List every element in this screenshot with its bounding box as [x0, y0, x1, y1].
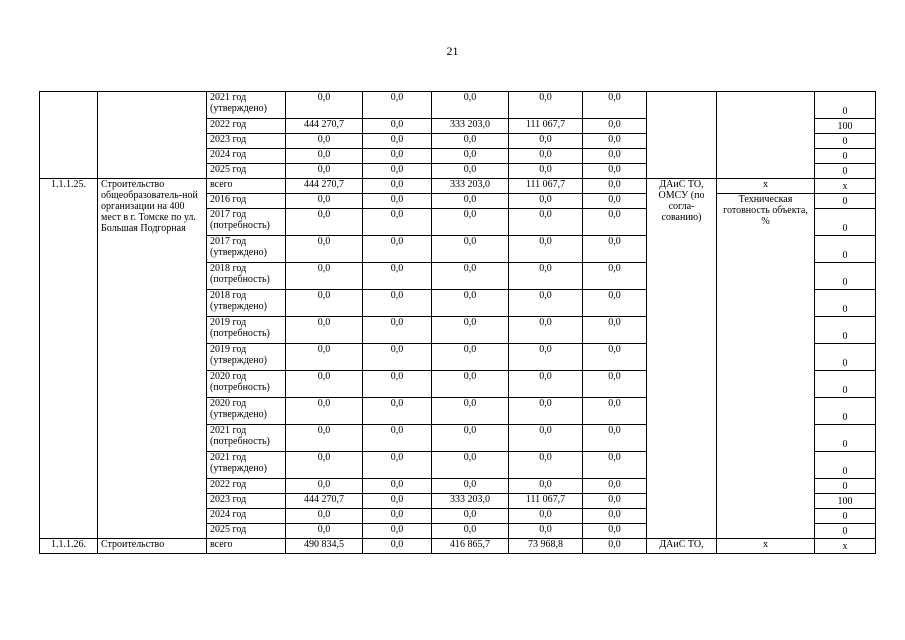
value-cell: 0,0 [509, 344, 583, 371]
number-cell-continued [40, 92, 98, 179]
value-cell: 0,0 [286, 344, 363, 371]
value-cell: 0,0 [432, 344, 509, 371]
value-cell: 0,0 [432, 149, 509, 164]
target-value-cell: 0 [815, 92, 876, 119]
year-cell: 2021 год (потребность) [207, 425, 286, 452]
executor-cell: ДАиС ТО, ОМСУ (по согла-сованию) [647, 179, 717, 539]
value-cell: 0,0 [363, 371, 432, 398]
value-cell: 0,0 [583, 290, 647, 317]
year-cell: 2018 год (потребность) [207, 263, 286, 290]
target-value-cell: 0 [815, 524, 876, 539]
value-cell: 0,0 [583, 119, 647, 134]
value-cell: 0,0 [286, 290, 363, 317]
value-cell: 0,0 [432, 509, 509, 524]
indicator-total: x [717, 179, 815, 194]
value-cell: 0,0 [286, 209, 363, 236]
value-cell: 0,0 [509, 164, 583, 179]
value-cell: 0,0 [286, 398, 363, 425]
year-cell: 2025 год [207, 164, 286, 179]
value-cell: 0,0 [509, 398, 583, 425]
value-cell: 0,0 [432, 164, 509, 179]
value-cell: 111 067,7 [509, 179, 583, 194]
value-cell: 0,0 [509, 263, 583, 290]
value-cell: 0,0 [583, 398, 647, 425]
value-cell: 0,0 [509, 134, 583, 149]
value-cell: 0,0 [432, 290, 509, 317]
year-cell: 2016 год [207, 194, 286, 209]
target-value-cell: x [815, 179, 876, 194]
target-value-cell: 0 [815, 398, 876, 425]
value-cell: 111 067,7 [509, 119, 583, 134]
value-cell: 0,0 [363, 344, 432, 371]
value-cell: 0,0 [363, 425, 432, 452]
target-value-cell: 0 [815, 194, 876, 209]
value-cell: 0,0 [583, 194, 647, 209]
value-cell: 0,0 [583, 236, 647, 263]
value-cell: 0,0 [363, 179, 432, 194]
target-value-cell: 0 [815, 452, 876, 479]
value-cell: 0,0 [432, 134, 509, 149]
value-cell: 0,0 [363, 494, 432, 509]
indicator-name: Техническая готовность объекта, % [717, 194, 815, 539]
value-cell: 0,0 [363, 209, 432, 236]
value-cell: 0,0 [583, 524, 647, 539]
value-cell: 0,0 [583, 344, 647, 371]
value-cell: 0,0 [363, 509, 432, 524]
value-cell: 0,0 [432, 209, 509, 236]
value-cell: 0,0 [583, 479, 647, 494]
target-value-cell: 0 [815, 263, 876, 290]
item-name: Строительство [98, 539, 207, 554]
year-cell: 2017 год (потребность) [207, 209, 286, 236]
value-cell: 0,0 [583, 452, 647, 479]
value-cell: 0,0 [432, 92, 509, 119]
value-cell: 490 834,5 [286, 539, 363, 554]
year-cell: 2021 год (утверждено) [207, 92, 286, 119]
value-cell: 0,0 [583, 371, 647, 398]
value-cell: 0,0 [286, 263, 363, 290]
year-cell: 2017 год (утверждено) [207, 236, 286, 263]
year-cell: 2019 год (потребность) [207, 317, 286, 344]
value-cell: 0,0 [363, 134, 432, 149]
value-cell: 416 865,7 [432, 539, 509, 554]
value-cell: 0,0 [286, 149, 363, 164]
value-cell: 0,0 [363, 149, 432, 164]
value-cell: 333 203,0 [432, 179, 509, 194]
value-cell: 0,0 [509, 425, 583, 452]
value-cell: 0,0 [583, 164, 647, 179]
value-cell: 0,0 [509, 479, 583, 494]
value-cell: 0,0 [583, 425, 647, 452]
target-value-cell: 0 [815, 134, 876, 149]
name-cell-continued [98, 92, 207, 179]
value-cell: 444 270,7 [286, 119, 363, 134]
target-value-cell: 100 [815, 119, 876, 134]
item-name: Строительство общеобразователь-ной организации на 400 мест в г. Томске по ул. Большая Подгорная [98, 179, 207, 539]
year-cell: 2024 год [207, 509, 286, 524]
value-cell: 0,0 [432, 236, 509, 263]
executor-cell-continued [647, 92, 717, 179]
target-value-cell: 0 [815, 371, 876, 398]
value-cell: 0,0 [509, 194, 583, 209]
target-value-cell: 0 [815, 209, 876, 236]
item-number: 1.1.1.25. [40, 179, 98, 539]
value-cell: 0,0 [509, 92, 583, 119]
value-cell: 0,0 [583, 179, 647, 194]
value-cell: 73 968,8 [509, 539, 583, 554]
value-cell: 0,0 [583, 263, 647, 290]
value-cell: 0,0 [583, 539, 647, 554]
value-cell: 0,0 [583, 149, 647, 164]
value-cell: 0,0 [583, 134, 647, 149]
value-cell: 0,0 [509, 236, 583, 263]
target-value-cell: 0 [815, 479, 876, 494]
value-cell: 0,0 [286, 371, 363, 398]
year-cell: 2020 год (потребность) [207, 371, 286, 398]
year-cell: всего [207, 179, 286, 194]
value-cell: 0,0 [432, 263, 509, 290]
value-cell: 0,0 [363, 236, 432, 263]
value-cell: 0,0 [363, 317, 432, 344]
value-cell: 0,0 [583, 317, 647, 344]
value-cell: 0,0 [286, 524, 363, 539]
value-cell: 0,0 [363, 479, 432, 494]
value-cell: 0,0 [432, 371, 509, 398]
value-cell: 0,0 [509, 290, 583, 317]
value-cell: 0,0 [432, 524, 509, 539]
value-cell: 0,0 [286, 509, 363, 524]
target-value-cell: 0 [815, 425, 876, 452]
value-cell: 0,0 [509, 509, 583, 524]
value-cell: 0,0 [286, 92, 363, 119]
target-value-cell: x [815, 539, 876, 554]
value-cell: 0,0 [286, 452, 363, 479]
value-cell: 0,0 [509, 452, 583, 479]
year-cell: 2022 год [207, 119, 286, 134]
year-cell: 2021 год (утверждено) [207, 452, 286, 479]
value-cell: 333 203,0 [432, 494, 509, 509]
value-cell: 111 067,7 [509, 494, 583, 509]
value-cell: 0,0 [286, 479, 363, 494]
budget-table [39, 91, 876, 554]
value-cell: 0,0 [432, 194, 509, 209]
value-cell: 0,0 [363, 539, 432, 554]
value-cell: 0,0 [286, 134, 363, 149]
value-cell: 0,0 [363, 119, 432, 134]
year-cell: 2023 год [207, 494, 286, 509]
year-cell: 2022 год [207, 479, 286, 494]
executor-cell: ДАиС ТО, [647, 539, 717, 554]
target-value-cell: 0 [815, 509, 876, 524]
target-value-cell: 0 [815, 149, 876, 164]
value-cell: 0,0 [363, 290, 432, 317]
indicator-cell-continued [717, 92, 815, 179]
value-cell: 0,0 [583, 92, 647, 119]
target-value-cell: 0 [815, 344, 876, 371]
table-row [40, 92, 876, 119]
value-cell: 0,0 [509, 149, 583, 164]
value-cell: 0,0 [363, 92, 432, 119]
year-cell: 2020 год (утверждено) [207, 398, 286, 425]
value-cell: 0,0 [432, 452, 509, 479]
year-cell: всего [207, 539, 286, 554]
value-cell: 0,0 [286, 164, 363, 179]
table-row [40, 539, 876, 554]
value-cell: 0,0 [286, 317, 363, 344]
table-row [40, 179, 876, 194]
value-cell: 0,0 [432, 317, 509, 344]
value-cell: 0,0 [509, 209, 583, 236]
item-number: 1.1.1.26. [40, 539, 98, 554]
indicator-total: x [717, 539, 815, 554]
year-cell: 2024 год [207, 149, 286, 164]
value-cell: 0,0 [583, 494, 647, 509]
value-cell: 0,0 [363, 524, 432, 539]
value-cell: 0,0 [363, 194, 432, 209]
value-cell: 333 203,0 [432, 119, 509, 134]
value-cell: 0,0 [509, 371, 583, 398]
value-cell: 0,0 [509, 317, 583, 344]
value-cell: 0,0 [583, 509, 647, 524]
value-cell: 0,0 [432, 398, 509, 425]
target-value-cell: 0 [815, 317, 876, 344]
target-value-cell: 0 [815, 164, 876, 179]
value-cell: 0,0 [363, 398, 432, 425]
page-number: 21 [446, 44, 459, 58]
value-cell: 0,0 [363, 263, 432, 290]
target-value-cell: 100 [815, 494, 876, 509]
year-cell: 2019 год (утверждено) [207, 344, 286, 371]
value-cell: 0,0 [432, 479, 509, 494]
value-cell: 0,0 [363, 452, 432, 479]
value-cell: 0,0 [363, 164, 432, 179]
target-value-cell: 0 [815, 236, 876, 263]
value-cell: 0,0 [286, 425, 363, 452]
value-cell: 0,0 [509, 524, 583, 539]
year-cell: 2023 год [207, 134, 286, 149]
value-cell: 0,0 [583, 209, 647, 236]
value-cell: 0,0 [286, 236, 363, 263]
year-cell: 2018 год (утверждено) [207, 290, 286, 317]
value-cell: 444 270,7 [286, 494, 363, 509]
target-value-cell: 0 [815, 290, 876, 317]
year-cell: 2025 год [207, 524, 286, 539]
value-cell: 0,0 [286, 194, 363, 209]
value-cell: 444 270,7 [286, 179, 363, 194]
value-cell: 0,0 [432, 425, 509, 452]
